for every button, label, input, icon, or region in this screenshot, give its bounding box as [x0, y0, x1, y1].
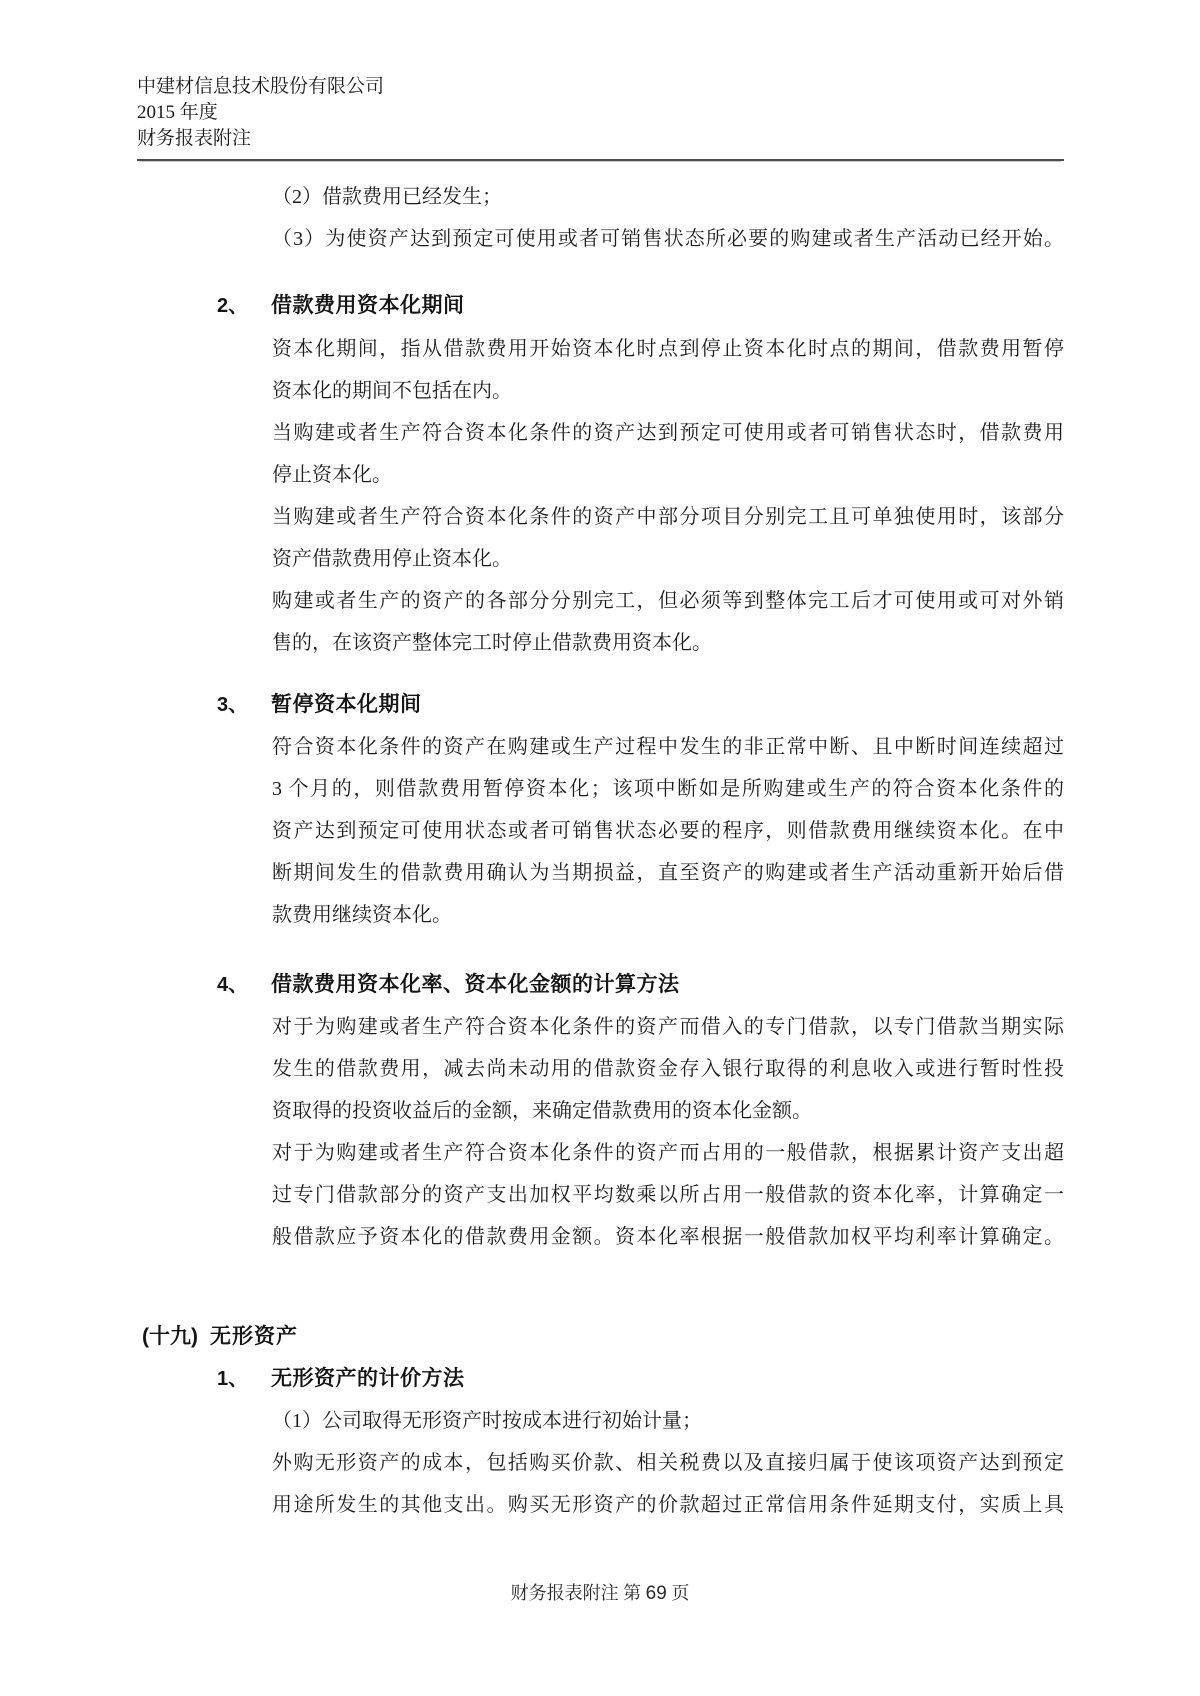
text-line: 购建或者生产的资产的各部分分别完工，但必须等到整体完工后才可使用或可对外销 [272, 590, 1064, 612]
paragraph [272, 218, 1064, 260]
heading-title: 无形资产的计价方法 [271, 1367, 465, 1390]
page-number: 69 [645, 1583, 667, 1604]
section-heading [0, 285, 1200, 327]
text-line: 发生的借款费用，减去尚未动用的借款资金存入银行取得的利息收入或进行暂时性投 [272, 1058, 1064, 1080]
heading-number: 1、 [217, 1368, 249, 1390]
text-line: 般借款应予资本化的借款费用金额。资本化率根据一般借款加权平均利率计算确定。 [272, 1226, 1064, 1248]
heading-number: 2、 [217, 295, 249, 317]
heading-title: 暂停资本化期间 [271, 693, 422, 716]
text-line: 符合资本化条件的资产在购建或生产过程中发生的非正常中断、且中断时间连续超过 [272, 736, 1064, 758]
paragraph [272, 726, 1064, 936]
text-line: 资本化的期间不包括在内。 [272, 380, 512, 402]
text-line: 资产达到预定可使用状态或者可销售状态必要的程序，则借款费用继续资本化。在中 [272, 820, 1064, 842]
paragraph [272, 1400, 1064, 1526]
text-line: 停止资本化。 [272, 464, 392, 486]
heading-number: 4、 [217, 974, 249, 996]
heading-number: 3、 [217, 694, 249, 716]
text-line: 资产借款费用停止资本化。 [272, 548, 512, 570]
text-line: 用途所发生的其他支出。购买无形资产的价款超过正常信用条件延期支付，实质上具 [272, 1494, 1064, 1516]
paragraph [272, 176, 1064, 218]
text-line: 外购无形资产的成本，包括购买价款、相关税费以及直接归属于使该项资产达到预定 [272, 1452, 1064, 1474]
text-line: 资本化期间，指从借款费用开始资本化时点到停止资本化时点的期间，借款费用暂停 [272, 338, 1064, 360]
text-line: （3）为使资产达到预定可使用或者可销售状态所必要的购建或者生产活动已经开始。 [272, 228, 1064, 250]
text-line: 当购建或者生产符合资本化条件的资产达到预定可使用或者可销售状态时，借款费用 [272, 422, 1064, 444]
section-heading [0, 1358, 1200, 1400]
company-name: 中建材信息技术股份有限公司 [137, 76, 385, 97]
paragraph [272, 328, 1064, 664]
heading-number: (十九) [142, 1325, 198, 1348]
heading-title: 借款费用资本化期间 [271, 294, 465, 317]
text-line: 对于为购建或者生产符合资本化条件的资产而占用的一般借款，根据累计资产支出超 [272, 1142, 1064, 1164]
text-line: 售的，在该资产整体完工时停止借款费用资本化。 [272, 632, 712, 654]
text-line: （2）借款费用已经发生； [272, 186, 502, 208]
footer-label-suffix: 页 [671, 1583, 690, 1603]
heading-title: 无形资产 [210, 1325, 298, 1348]
report-period: 2015 年度 [137, 102, 218, 123]
text-line: 当购建或者生产符合资本化条件的资产中部分项目分别完工且可单独使用时，该部分 [272, 506, 1064, 528]
section-heading [0, 684, 1200, 726]
section-heading [0, 964, 1200, 1006]
text-line: 资取得的投资收益后的金额，来确定借款费用的资本化金额。 [272, 1100, 812, 1122]
document-title: 财务报表附注 [137, 128, 252, 149]
chapter-heading [0, 1316, 1200, 1358]
paragraph [272, 1006, 1064, 1258]
text-line: 对于为购建或者生产符合资本化条件的资产而借入的专门借款，以专门借款当期实际 [272, 1016, 1064, 1038]
heading-title: 借款费用资本化率、资本化金额的计算方法 [271, 973, 680, 996]
text-line: 过专门借款部分的资产支出加权平均数乘以所占用一般借款的资本化率，计算确定一 [272, 1184, 1064, 1206]
text-line: 断期间发生的借款费用确认为当期损益，直至资产的购建或者生产活动重新开始后借 [272, 862, 1064, 884]
page-footer [0, 1580, 1200, 1607]
text-line: （1）公司取得无形资产时按成本进行初始计量； [272, 1410, 702, 1432]
text-line: 款费用继续资本化。 [272, 904, 452, 926]
footer-label: 财务报表附注 第 [510, 1583, 642, 1603]
text-line: 3 个月的，则借款费用暂停资本化；该项中断如是所购建或生产的符合资本化条件的 [272, 778, 1064, 800]
